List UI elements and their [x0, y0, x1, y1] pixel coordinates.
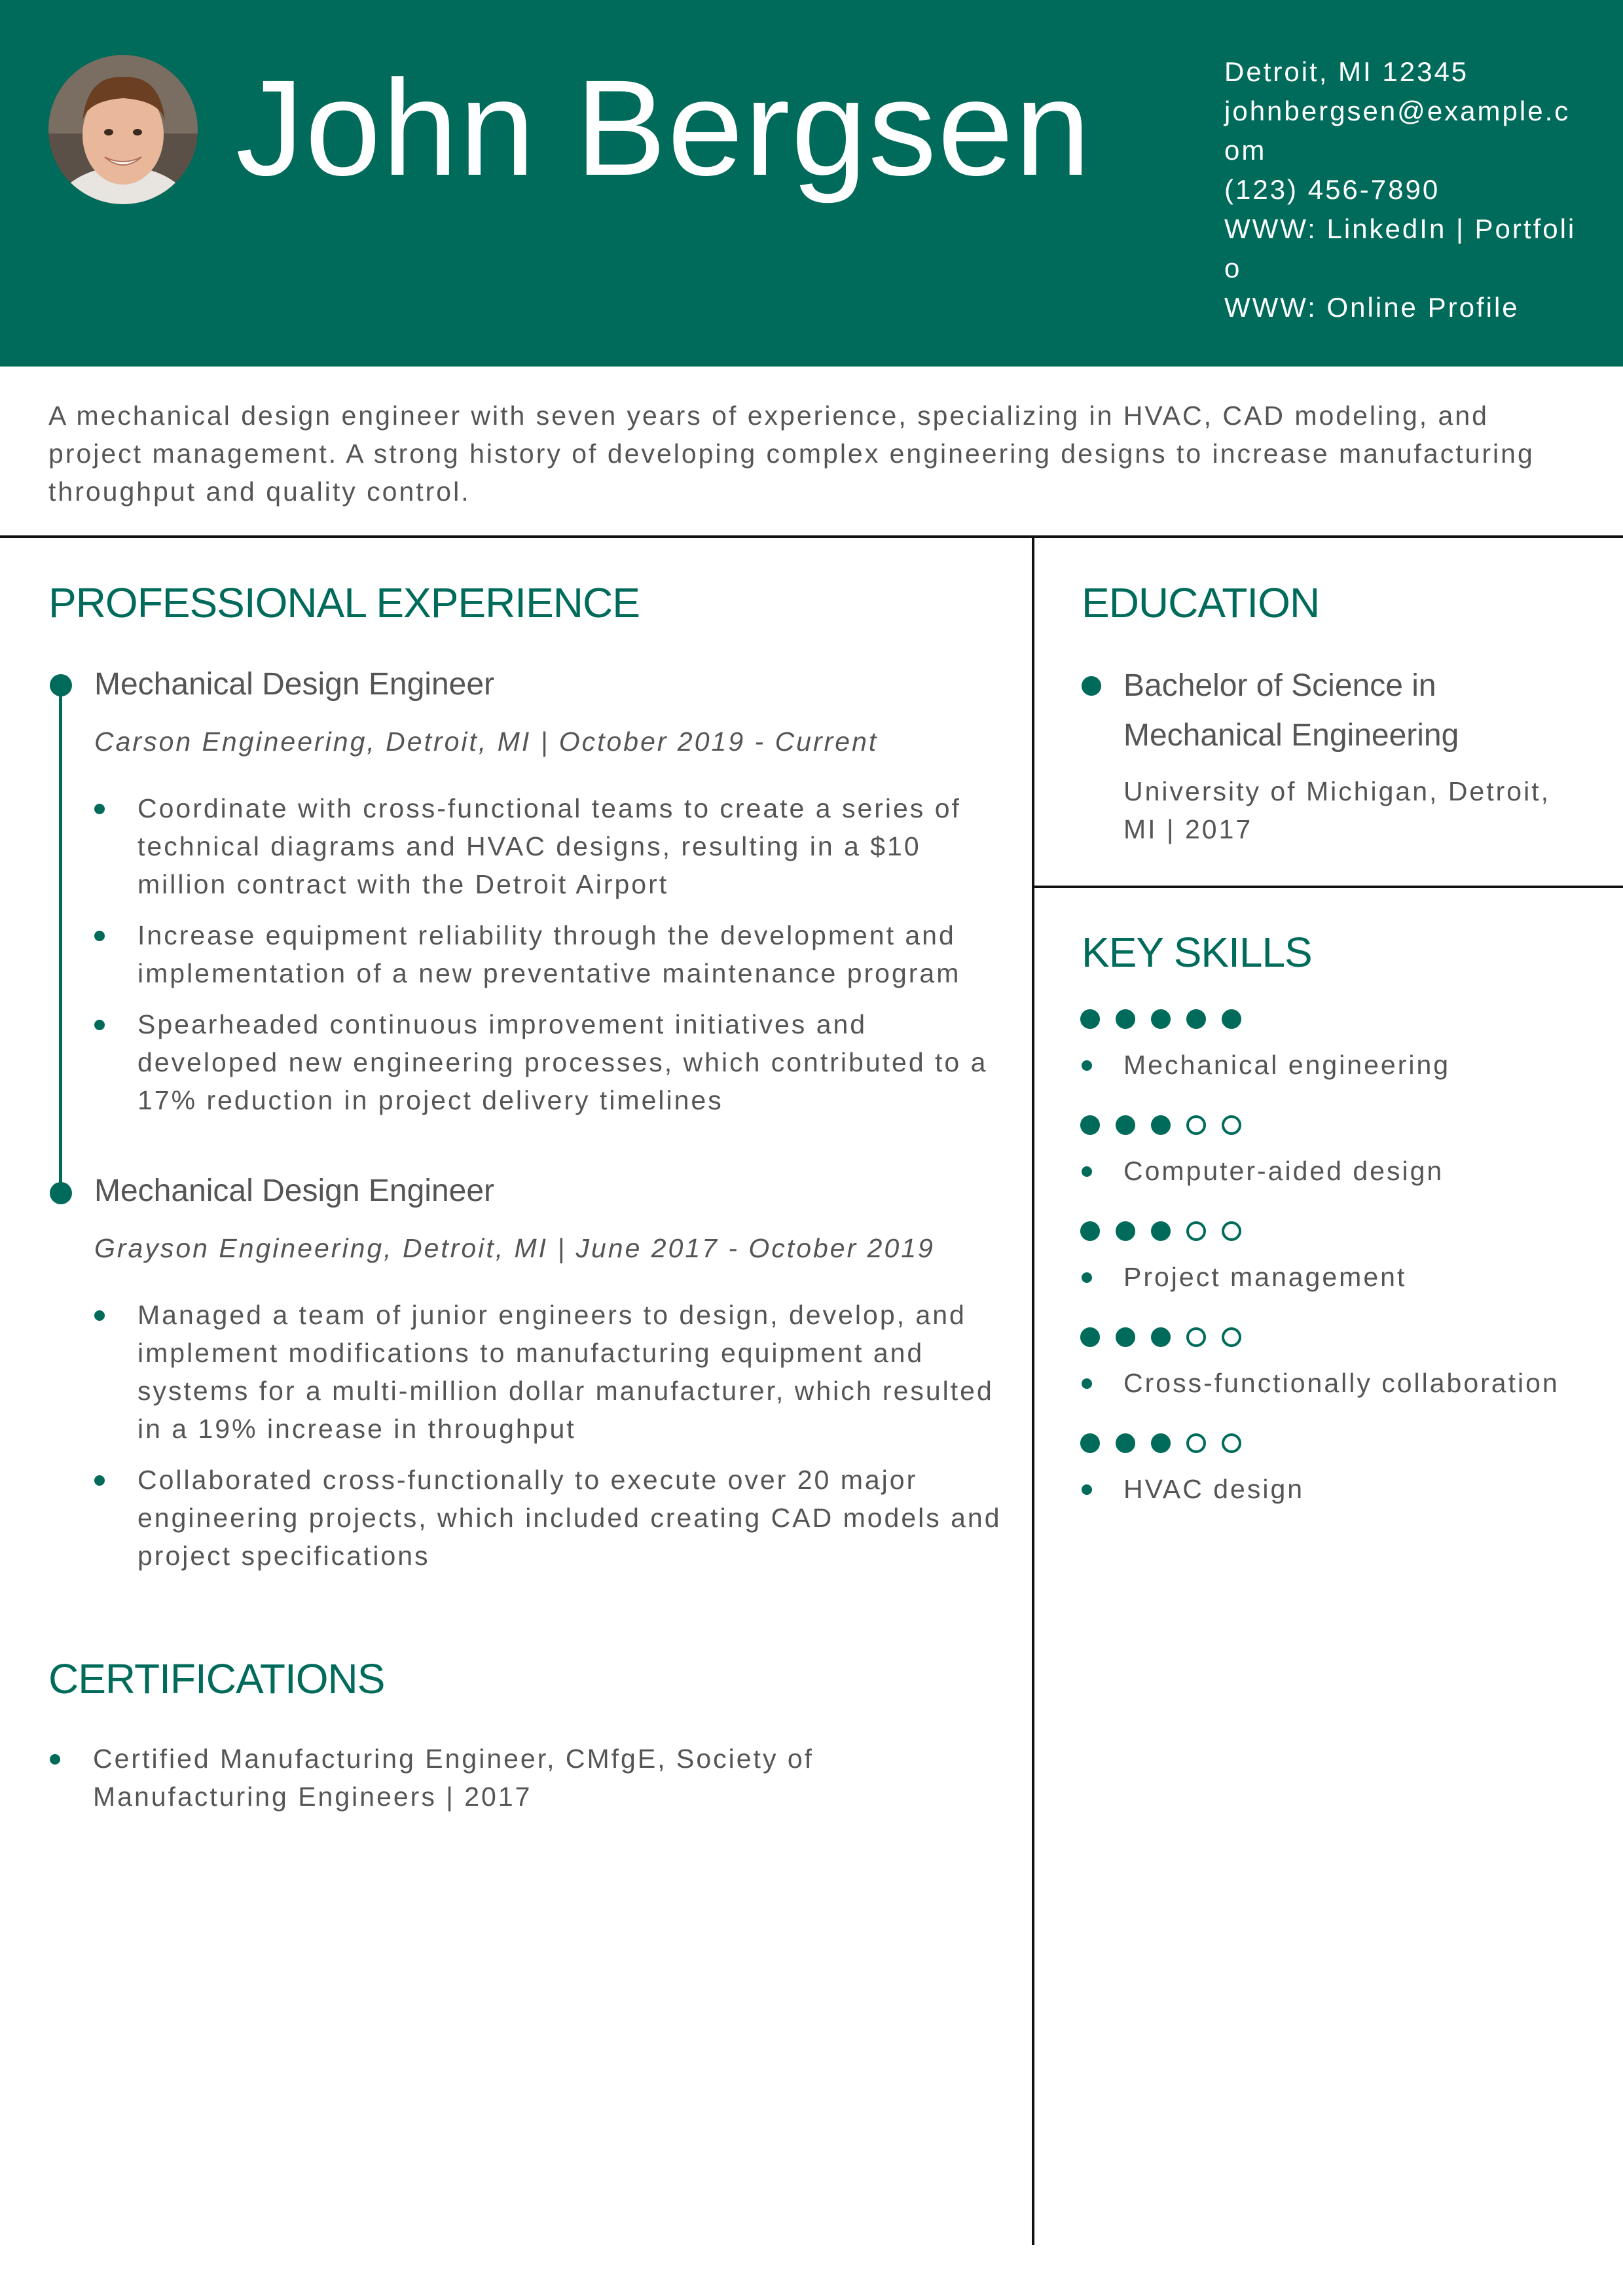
skill-name: Project management	[1123, 1262, 1407, 1292]
rating-dot-filled	[1080, 1115, 1100, 1135]
rating-dot-filled	[1151, 1433, 1171, 1453]
bullet-text: Managed a team of junior engineers to design, develop, and implement modifications to manufacturing equipment and systems for a multi-million dollar manufacturer, which resulted in a 19% increase in throughput	[137, 1300, 994, 1444]
skill-name: HVAC design	[1123, 1474, 1305, 1504]
job-title: Mechanical Design Engineer	[94, 1174, 495, 1208]
education-degree: Bachelor of Science in Mechanical Engineering	[1123, 668, 1459, 753]
contact-links[interactable]: WWW: LinkedIn | Portfolio	[1224, 213, 1577, 283]
rating-dot-filled	[1116, 1327, 1135, 1347]
contact-phone[interactable]: (123) 456-7890	[1224, 174, 1440, 205]
skill-name: Mechanical engineering	[1123, 1050, 1451, 1080]
rating-dot-filled	[1116, 1433, 1135, 1453]
rating-dot-filled	[1080, 1009, 1100, 1029]
rating-dot-filled	[1080, 1433, 1100, 1453]
job-employer: Carson Engineering, Detroit, MI | October 2019 - Current	[94, 726, 879, 757]
divider-vertical	[1032, 535, 1034, 2245]
rating-dot-filled	[1186, 1009, 1206, 1029]
profile-summary: A mechanical design engineer with seven years of experience, specializing in HVAC, CAD modeling, and project management. A strong history of developing complex engineering designs to increase manufacturing throughput and quality control.	[48, 401, 1535, 507]
rating-dot-filled	[1080, 1327, 1100, 1347]
rating-dot-filled	[1151, 1009, 1171, 1029]
skill-rating	[1080, 1221, 1241, 1245]
rating-dot-filled	[1222, 1009, 1241, 1029]
bullet-dot	[94, 804, 105, 814]
divider-education-skills	[1032, 886, 1623, 888]
rating-dot-filled	[1116, 1115, 1135, 1135]
skill-rating	[1080, 1327, 1241, 1351]
bullet-dot	[50, 1754, 60, 1765]
list-item	[93, 1740, 879, 1816]
bullet-dot	[94, 931, 105, 941]
timeline-marker	[50, 1182, 72, 1204]
certifications-heading: CERTIFICATIONS	[48, 1655, 385, 1702]
job-employer: Grayson Engineering, Detroit, MI | June 2017 - October 2019	[94, 1233, 935, 1263]
list-item	[137, 916, 1002, 992]
header-banner	[0, 0, 1623, 367]
list-item	[137, 1005, 1002, 1119]
education-school: University of Michigan, Detroit, MI | 2017	[1123, 776, 1550, 844]
job-bullets	[137, 789, 1002, 1132]
bullet-dot	[1082, 1060, 1092, 1071]
rating-dot-filled	[1151, 1221, 1171, 1241]
list-item	[137, 789, 1002, 903]
bullet-dot	[1082, 1378, 1092, 1389]
rating-dot-filled	[1116, 1009, 1135, 1029]
rating-dot-empty	[1222, 1327, 1241, 1347]
skills-heading: KEY SKILLS	[1082, 929, 1312, 976]
skill-name: Computer-aided design	[1123, 1156, 1444, 1186]
rating-dot-empty	[1186, 1221, 1206, 1241]
list-item	[137, 1296, 1002, 1448]
bullet-text: Coordinate with cross-functional teams to create a series of technical diagrams and HVAC designs, resulting in a $10 million contract with the Detroit Airport	[137, 793, 961, 899]
contact-email[interactable]: johnbergsen@example.com	[1224, 96, 1571, 166]
contact-info	[1224, 52, 1578, 327]
bullet-dot	[94, 1310, 105, 1321]
rating-dot-empty	[1222, 1115, 1241, 1135]
job-title: Mechanical Design Engineer	[94, 667, 495, 702]
certifications-list	[93, 1740, 879, 1829]
candidate-name: John Bergsen	[236, 52, 1092, 204]
bullet-dot	[1082, 1272, 1092, 1283]
divider-horizontal	[0, 535, 1623, 538]
experience-heading: PROFESSIONAL EXPERIENCE	[48, 579, 640, 626]
rating-dot-empty	[1186, 1327, 1206, 1347]
bullet-text: Collaborated cross-functionally to execute over 20 major engineering projects, which included creating CAD models and project specifications	[137, 1465, 1002, 1571]
bullet-dot	[1082, 1484, 1092, 1495]
bullet-text: Increase equipment reliability through the development and implementation of a new preventative maintenance program	[137, 920, 961, 988]
education-heading: EDUCATION	[1082, 579, 1320, 626]
skill-name: Cross-functionally collaboration	[1123, 1368, 1559, 1398]
skill-rating	[1080, 1009, 1241, 1033]
rating-dot-filled	[1151, 1327, 1171, 1347]
skill-rating	[1080, 1115, 1241, 1139]
contact-profile[interactable]: WWW: Online Profile	[1224, 292, 1520, 323]
profile-photo	[48, 55, 198, 204]
bullet-text: Spearheaded continuous improvement initiatives and developed new engineering processes, which contributed to a 17% reduction in project delivery timelines	[137, 1009, 988, 1115]
certification-text: Certified Manufacturing Engineer, CMfgE, Society of Manufacturing Engineers | 2017	[93, 1744, 814, 1812]
rating-dot-empty	[1186, 1433, 1206, 1453]
bullet-dot	[1082, 1166, 1092, 1177]
job-bullets	[137, 1296, 1002, 1588]
rating-dot-filled	[1116, 1221, 1135, 1241]
timeline-marker	[50, 674, 72, 696]
rating-dot-empty	[1222, 1221, 1241, 1241]
bullet-dot	[94, 1475, 105, 1486]
rating-dot-filled	[1080, 1221, 1100, 1241]
rating-dot-empty	[1186, 1115, 1206, 1135]
rating-dot-empty	[1222, 1433, 1241, 1453]
bullet-dot	[94, 1020, 105, 1030]
rating-dot-filled	[1151, 1115, 1171, 1135]
contact-address: Detroit, MI 12345	[1224, 56, 1469, 87]
education-marker	[1082, 676, 1101, 696]
list-item	[137, 1461, 1002, 1575]
experience-timeline	[59, 685, 62, 1189]
skill-rating	[1080, 1433, 1241, 1457]
